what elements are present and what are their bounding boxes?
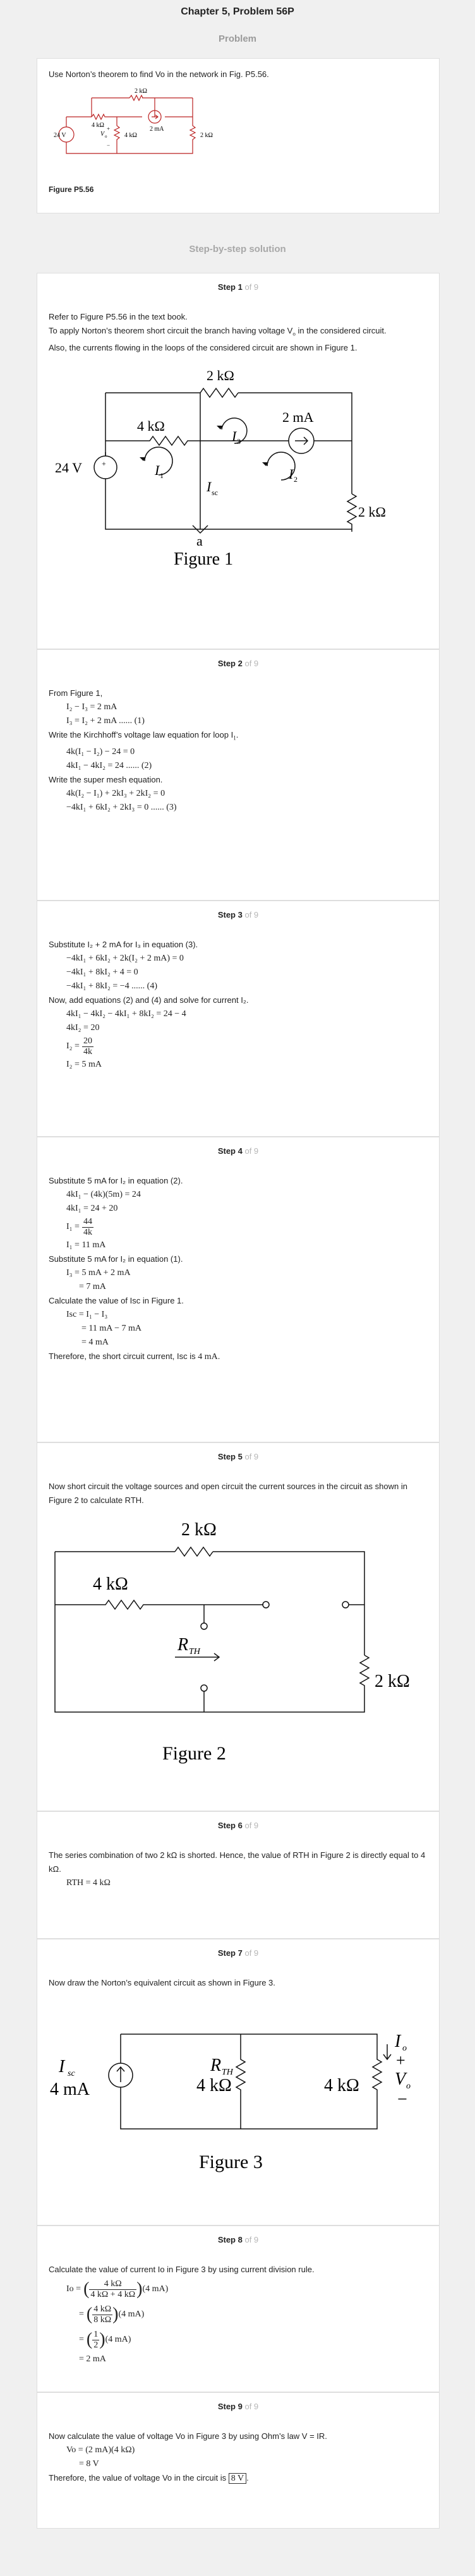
step-4-sub-2: Substitute 5 mA for I₂ in equation (1). <box>49 1254 183 1264</box>
step-3-card <box>37 901 440 1137</box>
step-7-card <box>37 1939 440 2226</box>
problem-vsrc: 24 V <box>54 132 66 139</box>
step-9-eq-1: Vo = (2 mA)(4 kΩ) <box>66 2445 135 2455</box>
step-2-eq-3: 4k(I₁ − I₂) − 24 = 0 <box>66 746 135 757</box>
step-6-label: Step 6 <box>217 1821 243 1830</box>
fig3-io: I <box>395 2032 401 2051</box>
step-5-card <box>37 1442 440 1811</box>
fig1-r-right: 2 kΩ <box>358 503 386 520</box>
step-1-of: of 9 <box>244 282 259 292</box>
step-4-card <box>37 1137 440 1442</box>
figure-2 <box>49 1510 428 1794</box>
problem-vo-sub: o <box>105 134 107 139</box>
step-1-line-3: Also, the currents flowing in the loops of the considered circuit are shown in Figure 1. <box>49 342 358 352</box>
fig3-rl: 4 kΩ <box>324 2076 359 2095</box>
step-1-label: Step 1 <box>217 282 243 292</box>
step-3-eq-1: −4kI₁ + 6kI₂ + 2k(I₂ + 2 mA) = 0 <box>66 954 184 963</box>
step-6-of: of 9 <box>244 1821 259 1830</box>
problem-vo-minus: − <box>107 142 111 148</box>
step-3-eq-4: 4kI₁ − 4kI₂ − 4kI₁ + 8kI₂ = 24 − 4 <box>66 1009 186 1019</box>
step-4-eq-5: = 7 mA <box>79 1282 106 1291</box>
fig2-caption: Figure 2 <box>162 1743 226 1764</box>
fig1-i1-sub: 1 <box>160 470 164 480</box>
step-9-eq-2: = 8 V <box>79 2459 99 2469</box>
fig2-r-right: 2 kΩ <box>375 1672 410 1691</box>
fig1-vsrc: 24 V <box>55 459 82 476</box>
step-2-eq-6: −4kI₁ + 6kI₂ + 2kI₃ = 0 ...... (3) <box>66 802 177 812</box>
step-3-eq-5: 4kI₂ = 20 <box>66 1023 100 1033</box>
step-4-eq-1: 4kI₁ − (4k)(5m) = 24 <box>66 1190 141 1199</box>
step-6-eq: RTH = 4 kΩ <box>66 1878 111 1888</box>
step-2-card <box>37 649 440 901</box>
step-3-of: of 9 <box>244 910 259 920</box>
step-1-line-2: To apply Norton’s theorem short circuit the branch having voltage $V_o$ in the considered circuit. <box>49 326 387 337</box>
step-2-kvl-text: Write the Kirchhoff’s voltage law equation for loop $I_1$. <box>49 730 239 741</box>
step-1-card <box>37 273 440 649</box>
fig3-vo-sub: o <box>406 2082 411 2091</box>
fig3-rth-val: 4 kΩ <box>196 2076 232 2095</box>
step-2-eq-4: 4kI₁ − 4kI₂ = 24 ...... (2) <box>66 760 152 770</box>
step-4-eq-6: Isc = I₁ − I₃ <box>66 1310 108 1319</box>
problem-r-right: 2 kΩ <box>200 132 213 139</box>
step-2-eq-5: 4k(I₂ − I₁) + 2kI₃ + 2kI₂ = 0 <box>66 788 165 798</box>
step-4-of: of 9 <box>244 1146 259 1156</box>
problem-r-top: 2 kΩ <box>135 88 147 95</box>
fig1-i3-sub: 3 <box>237 436 241 446</box>
problem-r-mid: 4 kΩ <box>124 132 137 139</box>
step-7-text: Now draw the Norton’s equivalent circuit as shown in Figure 3. <box>49 1978 275 1987</box>
fig1-i3: I <box>232 428 237 444</box>
fig3-rth: R <box>210 2056 222 2075</box>
step-4-eq-3: I₁ = 11 mA <box>66 1240 106 1250</box>
step-2-intro: From Figure 1, <box>49 688 103 698</box>
solution-header: Step-by-step solution <box>189 244 286 255</box>
fig1-node-a: a <box>196 532 203 549</box>
fig1-i2: I <box>289 465 294 482</box>
step-2-mesh-text: Write the super mesh equation. <box>49 774 163 784</box>
step-4-conclusion: Therefore, the short circuit current, Isc is 4 mA. <box>49 1351 220 1362</box>
step-4-label: Step 4 <box>217 1146 243 1156</box>
fig2-rth-sub: TH <box>189 1647 200 1656</box>
step-7-of: of 9 <box>244 1948 259 1958</box>
fig1-isrc: 2 mA <box>282 409 314 425</box>
step-2-of: of 9 <box>244 659 259 668</box>
step-4-eq-2: 4kI₁ = 24 + 20 <box>66 1204 118 1213</box>
fig3-plus: + <box>396 2051 406 2070</box>
step-8-of: of 9 <box>244 2235 259 2244</box>
fig1-i2-sub: 2 <box>294 474 298 484</box>
fig3-vo: V <box>395 2070 406 2089</box>
step-3-eq-3: −4kI₁ + 8kI₂ = −4 ...... (4) <box>66 981 157 991</box>
fig1-plus: + <box>102 458 106 468</box>
step-4-sub-1: Substitute 5 mA for I₂ in equation (2). <box>49 1176 183 1185</box>
step-8-frac-2: = ( 4 kΩ 8 kΩ ) (4 mA) <box>79 2304 145 2325</box>
fig2-rth: R <box>177 1635 189 1655</box>
step-1-line-1: Refer to Figure P5.56 in the text book. <box>49 312 188 321</box>
step-3-eq-2: −4kI₁ + 8kI₂ + 4 = 0 <box>66 967 138 977</box>
problem-r-left: 4 kΩ <box>92 122 104 129</box>
step-8-frac-1: Io = ( 4 kΩ 4 kΩ + 4 kΩ ) (4 mA) <box>66 2279 169 2299</box>
fig1-r-left: 4 kΩ <box>137 417 165 434</box>
fig3-minus: − <box>397 2090 407 2109</box>
problem-isrc: 2 mA <box>150 126 164 133</box>
step-4-frac: I₁ = $\frac{44}{4k}$ <box>66 1216 92 1237</box>
problem-card <box>37 58 440 213</box>
fig2-r-top: 2 kΩ <box>181 1520 217 1540</box>
step-3-label: Step 3 <box>217 910 243 920</box>
tab-problem[interactable]: Problem <box>218 33 256 44</box>
fig3-isc: I <box>59 2057 65 2076</box>
step-5-label: Step 5 <box>217 1452 243 1461</box>
step-8-result: = 2 mA <box>79 2354 106 2364</box>
problem-caption: Figure P5.56 <box>49 185 94 194</box>
step-9-card <box>37 2392 440 2529</box>
step-9-text: Now calculate the value of voltage Vo in Figure 3 by using Ohm’s law V = IR. <box>49 2431 327 2441</box>
fig2-r-left: 4 kΩ <box>93 1574 128 1594</box>
step-3-add-text: Now, add equations (2) and (4) and solve for current I₂. <box>49 995 249 1005</box>
step-5-text: Now short circuit the voltage sources and open circuit the current sources in the circuit as shown in Figure 2 to calculate RTH. <box>49 1482 407 1505</box>
step-8-frac-3: = ( 1 2 ) (4 mA) <box>79 2329 131 2350</box>
problem-vo-plus: + <box>107 126 111 132</box>
step-8-label: Step 8 <box>217 2235 243 2244</box>
fig1-r-top: 2 kΩ <box>207 367 234 383</box>
fig3-io-sub: o <box>402 2044 407 2053</box>
step-3-frac: I₂ = $\frac{20}{4k}$ <box>66 1036 92 1057</box>
step-4-eq-4: I₃ = 5 mA + 2 mA <box>66 1268 131 1278</box>
step-8-card <box>37 2226 440 2392</box>
step-2-eq-1: I₂ − I₃ = 2 mA <box>66 702 117 712</box>
fig1-caption: Figure 1 <box>174 549 234 569</box>
problem-figure <box>54 85 243 180</box>
fig1-i1: I <box>155 462 160 478</box>
fig3-caption: Figure 3 <box>199 2152 263 2172</box>
step-4-eq-8: = 4 mA <box>81 1338 109 1347</box>
fig1-isc-sub: sc <box>212 488 218 497</box>
step-2-eq-2: I₃ = I₂ + 2 mA ...... (1) <box>66 716 145 726</box>
step-9-answer: 8 V <box>229 2473 246 2484</box>
figure-3 <box>49 1996 428 2211</box>
step-6-card <box>37 1811 440 1939</box>
fig1-isc: I <box>207 478 212 494</box>
step-3-sub-text: Substitute I₂ + 2 mA for I₃ in equation (3). <box>49 940 198 949</box>
problem-text: Use Norton’s theorem to find Vo in the network in Fig. P5.56. <box>49 69 269 79</box>
step-9-conclusion: Therefore, the value of voltage Vo in the circuit is 8 V . <box>49 2473 249 2483</box>
problem-vo: V <box>100 131 105 138</box>
fig3-isc-val: 4 mA <box>50 2080 90 2099</box>
step-6-text: The series combination of two 2 kΩ is shorted. Hence, the value of RTH in Figure 2 is directly equal to 4 kΩ. <box>49 1850 426 1874</box>
step-4-calc: Calculate the value of Isc in Figure 1. <box>49 1296 184 1305</box>
step-2-label: Step 2 <box>217 659 243 668</box>
step-9-label: Step 9 <box>217 2402 243 2411</box>
step-9-of: of 9 <box>244 2402 259 2411</box>
step-5-of: of 9 <box>244 1452 259 1461</box>
fig3-isc-sub: sc <box>68 2069 75 2078</box>
figure-1 <box>49 355 428 601</box>
fig3-rth-sub: TH <box>222 2068 233 2077</box>
step-4-answer: 4 mA <box>198 1352 218 1362</box>
page-title: Chapter 5, Problem 56P <box>181 6 294 17</box>
step-8-text: Calculate the value of current Io in Figure 3 by using current division rule. <box>49 2265 315 2274</box>
step-4-eq-7: = 11 mA − 7 mA <box>81 1324 141 1333</box>
step-7-label: Step 7 <box>217 1948 243 1958</box>
step-3-result: I₂ = 5 mA <box>66 1060 102 1069</box>
